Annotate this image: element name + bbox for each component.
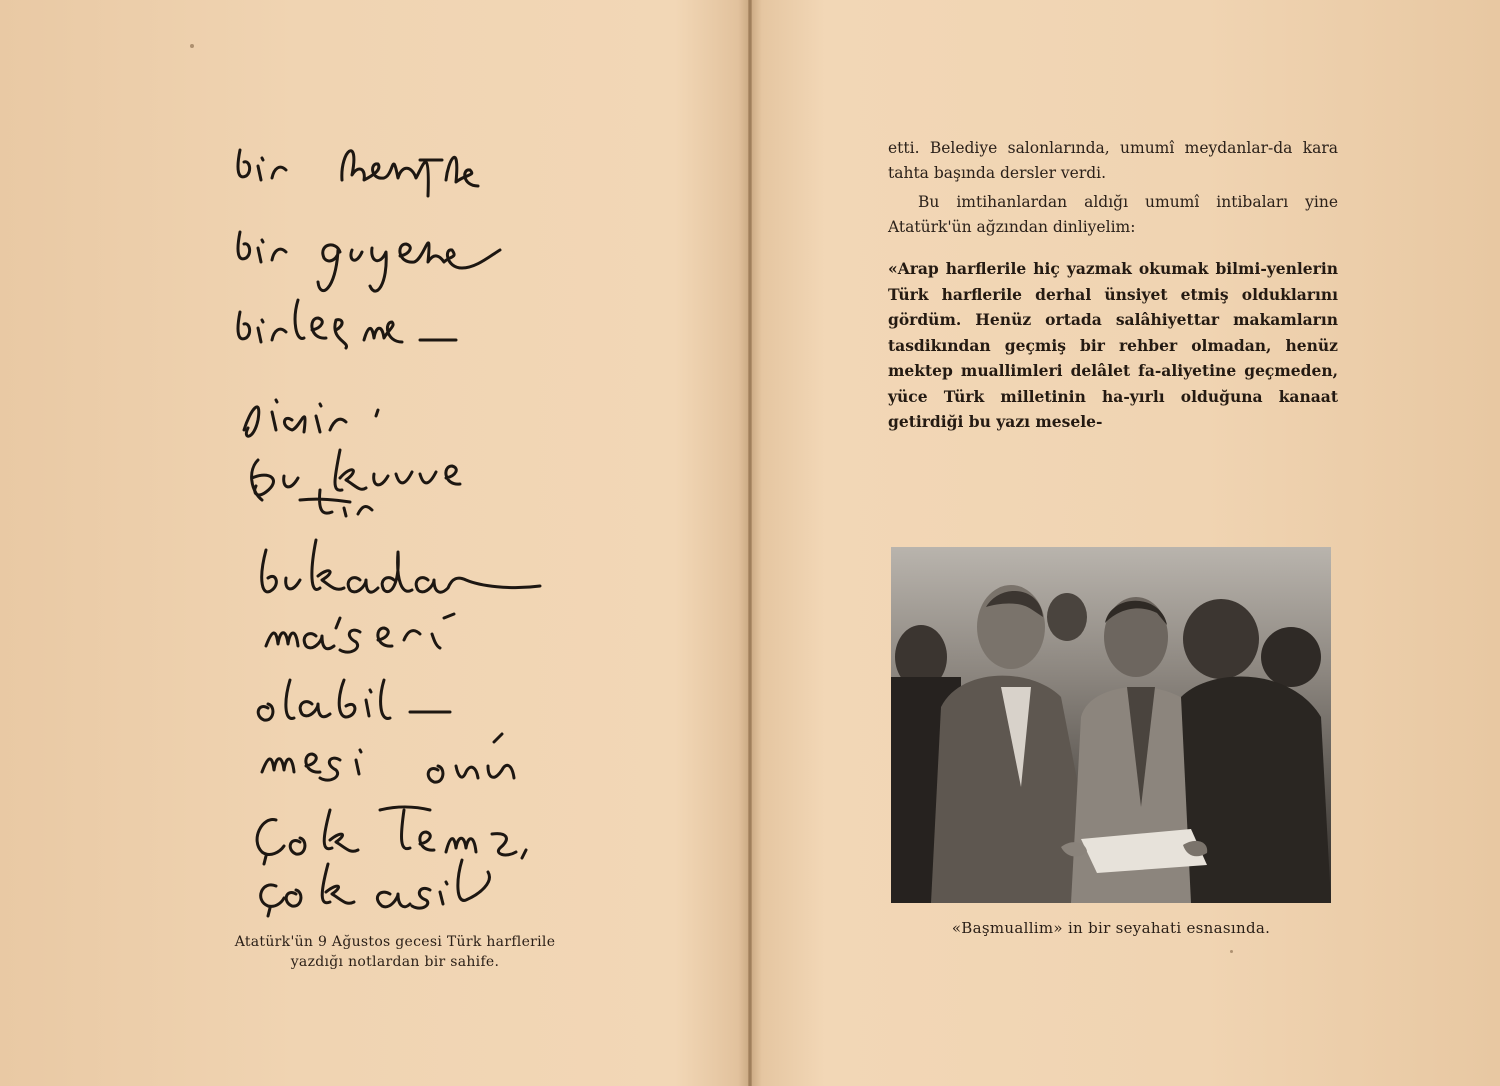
left-page xyxy=(0,0,748,1086)
photo-image xyxy=(891,547,1331,903)
right-page xyxy=(752,0,1500,1086)
paragraph-1: etti. Belediye salonlarında, umumî meydanlar-da kara tahta başında dersler verdi. xyxy=(888,139,1338,182)
handwriting-drawing xyxy=(0,0,748,920)
caption-line-1: Atatürk'ün 9 Ağustos gecesi Türk harflerile xyxy=(234,934,556,950)
ataturk-quote: «Arap harflerile hiç yazmak okumak bilmi-yenlerin Türk harflerile derhal ünsiyet etmiş olduklarını gördüm. Henüz ortada salâhiyettar makamların tasdikından geçmiş bir rehber olmadan, henüz mektep muallimleri delâlet fa-aliyetine geçmeden, yüce Türk milletinin ha-yırlı olduğuna kanaat getirdiği bu yazı mesele- xyxy=(888,259,1338,431)
handwriting-caption xyxy=(180,932,610,972)
handwritten-note xyxy=(0,0,748,920)
photo-caption: «Başmuallim» in bir seyahati esnasında. xyxy=(951,919,1271,937)
body-text xyxy=(888,136,1338,240)
historical-photo xyxy=(891,547,1331,903)
paper-speck xyxy=(1230,950,1233,953)
caption-line-2: yazdığı notlardan bir sahife. xyxy=(290,954,500,970)
paragraph-2: Bu imtihanlardan aldığı umumî intibaları yine Atatürk'ün ağzından dinliyelim: xyxy=(888,193,1338,236)
paper-speck xyxy=(190,44,194,48)
